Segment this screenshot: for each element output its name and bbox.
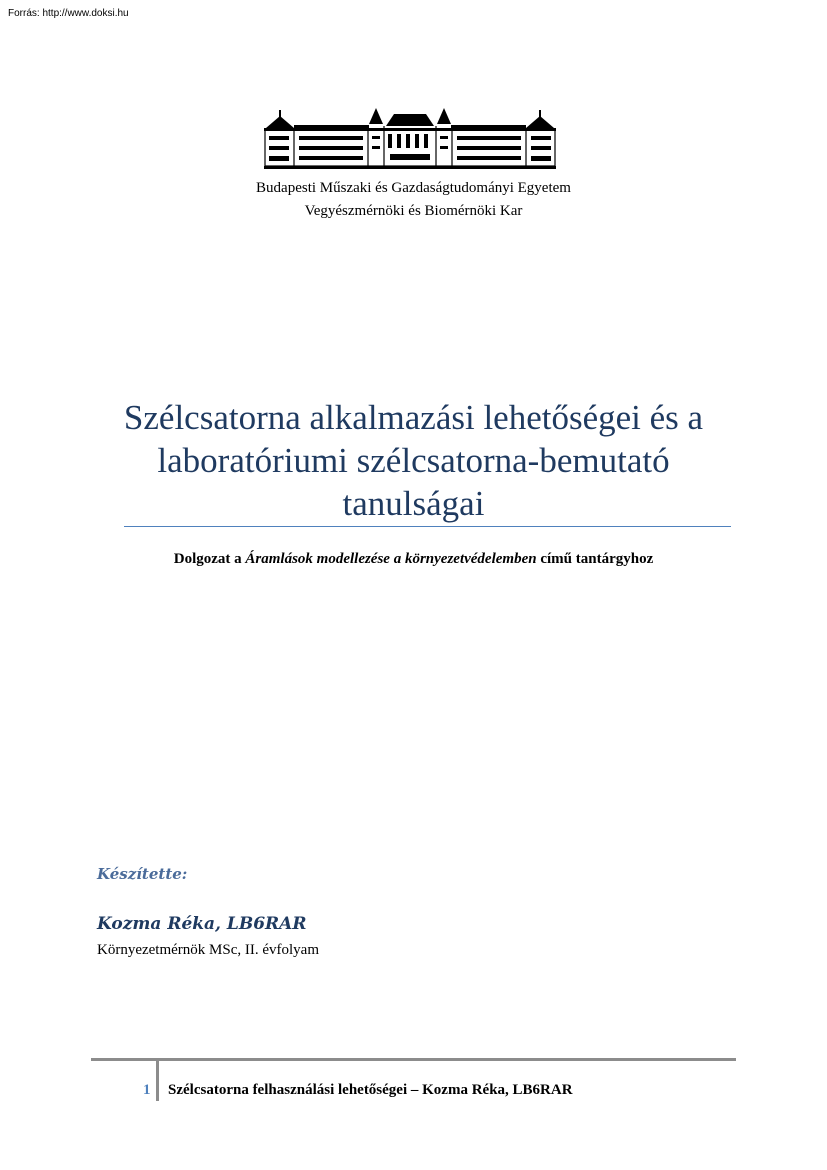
author-program: Környezetmérnök MSc, II. évfolyam <box>97 942 320 958</box>
prepared-by-label: Készítette: <box>97 865 188 883</box>
title-line: Szélcsatorna alkalmazási lehetőségei és a <box>123 398 704 437</box>
source-note: Forrás: http://www.doksi.hu <box>8 8 129 19</box>
title-line: tanulságai <box>342 484 485 523</box>
title-line: laboratóriumi szélcsatorna-bemutató <box>157 441 670 480</box>
subtitle-prefix: Dolgozat a <box>173 551 246 567</box>
footer-text: Szélcsatorna felhasználási lehetőségei – Kozma Réka, LB6RAR <box>168 1082 573 1098</box>
footer-divider <box>91 1058 736 1061</box>
university-name: Budapesti Műszaki és Gazdaságtudományi Egyetem <box>256 180 571 196</box>
document-title <box>0 396 827 525</box>
faculty-name: Vegyészmérnöki és Biomérnöki Kar <box>304 203 523 219</box>
university-building-logo <box>264 106 556 170</box>
subtitle-suffix: című tantárgyhoz <box>536 551 654 567</box>
page-number: 1 <box>143 1082 151 1098</box>
course-name: Áramlások modellezése a környezetvédelemben <box>245 551 537 567</box>
title-divider <box>124 526 731 527</box>
document-subtitle <box>0 551 827 568</box>
author-name: Kozma Réka, LB6RAR <box>97 914 307 934</box>
footer-vertical-divider <box>156 1058 159 1101</box>
